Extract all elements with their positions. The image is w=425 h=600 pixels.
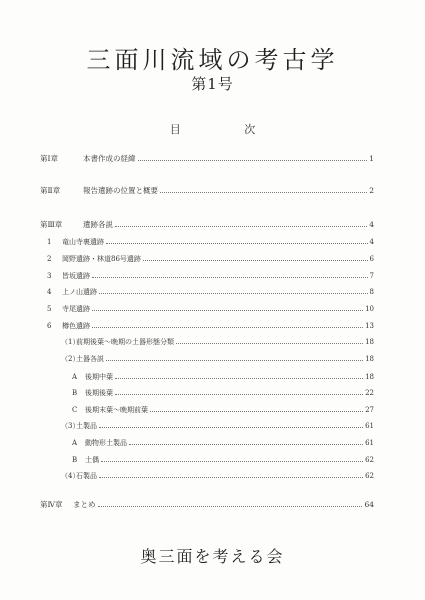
- toc-entry: [0, 420, 425, 432]
- leader-dots: [99, 293, 368, 294]
- toc-entry-page: 4: [369, 238, 374, 246]
- toc-entry: [0, 470, 425, 482]
- toc-heading: 目 次: [169, 123, 286, 136]
- toc-entry: [0, 336, 425, 348]
- toc-entry-number: 第Ⅳ章: [40, 500, 63, 509]
- toc-entry-page: 7: [369, 272, 374, 280]
- toc-entry: [0, 404, 425, 416]
- toc-entry: [0, 286, 425, 298]
- toc-entry-title: 後期後葉: [85, 389, 113, 397]
- leader-dots: [106, 360, 363, 361]
- toc-entry: [0, 303, 425, 315]
- toc-entry-page: 64: [364, 500, 374, 509]
- toc-entry-title: 樽色遺跡: [62, 322, 90, 330]
- toc-entry-title: まとめ: [73, 500, 96, 509]
- toc-entry-number: B: [72, 456, 78, 464]
- toc-entry-page: 8: [369, 288, 374, 296]
- toc-entry-title: 報告遺跡の位置と概要: [83, 186, 158, 195]
- publisher-name: 奥三面を考える会: [140, 547, 285, 566]
- toc-entry: [0, 353, 425, 365]
- volume-number: 第1号: [191, 75, 234, 93]
- leader-dots: [92, 310, 363, 311]
- toc-entry: [0, 185, 425, 197]
- toc-entry-page: 62: [365, 472, 374, 480]
- toc-entry-title: 前期後葉～晩期の土器形態分類: [76, 338, 174, 346]
- toc-entry-number: C: [72, 406, 78, 414]
- toc-entry-title: 後期中葉: [85, 373, 113, 381]
- book-title: 三面川流域の考古学: [86, 46, 339, 74]
- toc-entry-number: B: [72, 389, 78, 397]
- toc-entry-number: 6: [47, 322, 52, 330]
- toc-entry-number: 2: [47, 255, 52, 263]
- toc-entry-page: 61: [365, 439, 374, 447]
- toc-entry-page: 13: [365, 322, 374, 330]
- toc-entry: [0, 499, 425, 511]
- toc-entry-title: 石製品: [76, 472, 97, 480]
- toc-entry-number: 第Ⅰ章: [40, 154, 58, 163]
- toc-entry-title: 土偶: [85, 456, 99, 464]
- leader-dots: [92, 327, 363, 328]
- leader-dots: [98, 506, 363, 507]
- toc-entry: [0, 371, 425, 383]
- toc-entry: [0, 454, 425, 466]
- toc-entry-title: 遺跡各説: [83, 220, 113, 229]
- leader-dots: [138, 160, 368, 161]
- toc-entry: [0, 437, 425, 449]
- toc-entry-page: 10: [365, 305, 374, 313]
- toc-entry: [0, 320, 425, 332]
- toc-entry-number: 3: [47, 272, 52, 280]
- leader-dots: [106, 243, 368, 244]
- toc-entry-number: （1）: [61, 338, 80, 346]
- toc-entry: [0, 387, 425, 399]
- toc-entry: [0, 219, 425, 231]
- leader-dots: [99, 477, 363, 478]
- toc-entry-number: 5: [47, 305, 52, 313]
- leader-dots: [115, 394, 363, 395]
- toc-entry-page: 18: [365, 338, 374, 346]
- toc-entry-page: 27: [365, 406, 374, 414]
- toc-entry-title: 動物形土製品: [85, 439, 127, 447]
- leader-dots: [99, 427, 363, 428]
- toc-entry-page: 22: [365, 389, 374, 397]
- toc-entry-page: 4: [369, 220, 374, 229]
- leader-dots: [92, 277, 368, 278]
- leader-dots: [176, 343, 363, 344]
- leader-dots: [143, 260, 368, 261]
- leader-dots: [115, 378, 363, 379]
- toc-entry-title: 皆坂遺跡: [62, 272, 90, 280]
- toc-entry-number: （2）: [61, 355, 80, 363]
- toc-entry-title: 後期末葉～晩期前葉: [85, 406, 148, 414]
- toc-entry: [0, 253, 425, 265]
- toc-entry-title: 本書作成の経緯: [83, 154, 136, 163]
- toc-entry-number: （4）: [61, 472, 80, 480]
- toc-entry-page: 2: [369, 186, 374, 195]
- toc-entry-number: 第Ⅱ章: [40, 186, 61, 195]
- leader-dots: [129, 444, 363, 445]
- toc-entry-title: 土製品: [76, 422, 97, 430]
- toc-entry-page: 61: [365, 422, 374, 430]
- toc-entry-number: A: [72, 439, 78, 447]
- toc-entry-number: A: [72, 373, 78, 381]
- toc-entry-number: 第Ⅲ章: [40, 220, 63, 229]
- toc-entry-title: 土器各説: [76, 355, 104, 363]
- toc-entry-page: 18: [365, 373, 374, 381]
- leader-dots: [160, 192, 367, 193]
- toc-entry-title: 竜山寺裏遺跡: [62, 238, 104, 246]
- toc-entry-page: 62: [365, 456, 374, 464]
- toc-entry-title: 寺尾遺跡: [62, 305, 90, 313]
- toc-entry: [0, 236, 425, 248]
- toc-entry: [0, 153, 425, 165]
- toc-entry-number: （3）: [61, 422, 80, 430]
- toc-entry-page: 18: [365, 355, 374, 363]
- toc-entry-number: 4: [47, 288, 52, 296]
- leader-dots: [115, 226, 367, 227]
- toc-entry-title: 上ノ山遺跡: [62, 288, 97, 296]
- leader-dots: [101, 461, 363, 462]
- toc-entry: [0, 270, 425, 282]
- leader-dots: [150, 411, 363, 412]
- toc-entry-number: 1: [47, 238, 52, 246]
- toc-entry-page: 6: [369, 255, 374, 263]
- toc-entry-title: 岡野遺跡・林道86号遺跡: [62, 255, 141, 263]
- toc-entry-page: 1: [369, 154, 374, 163]
